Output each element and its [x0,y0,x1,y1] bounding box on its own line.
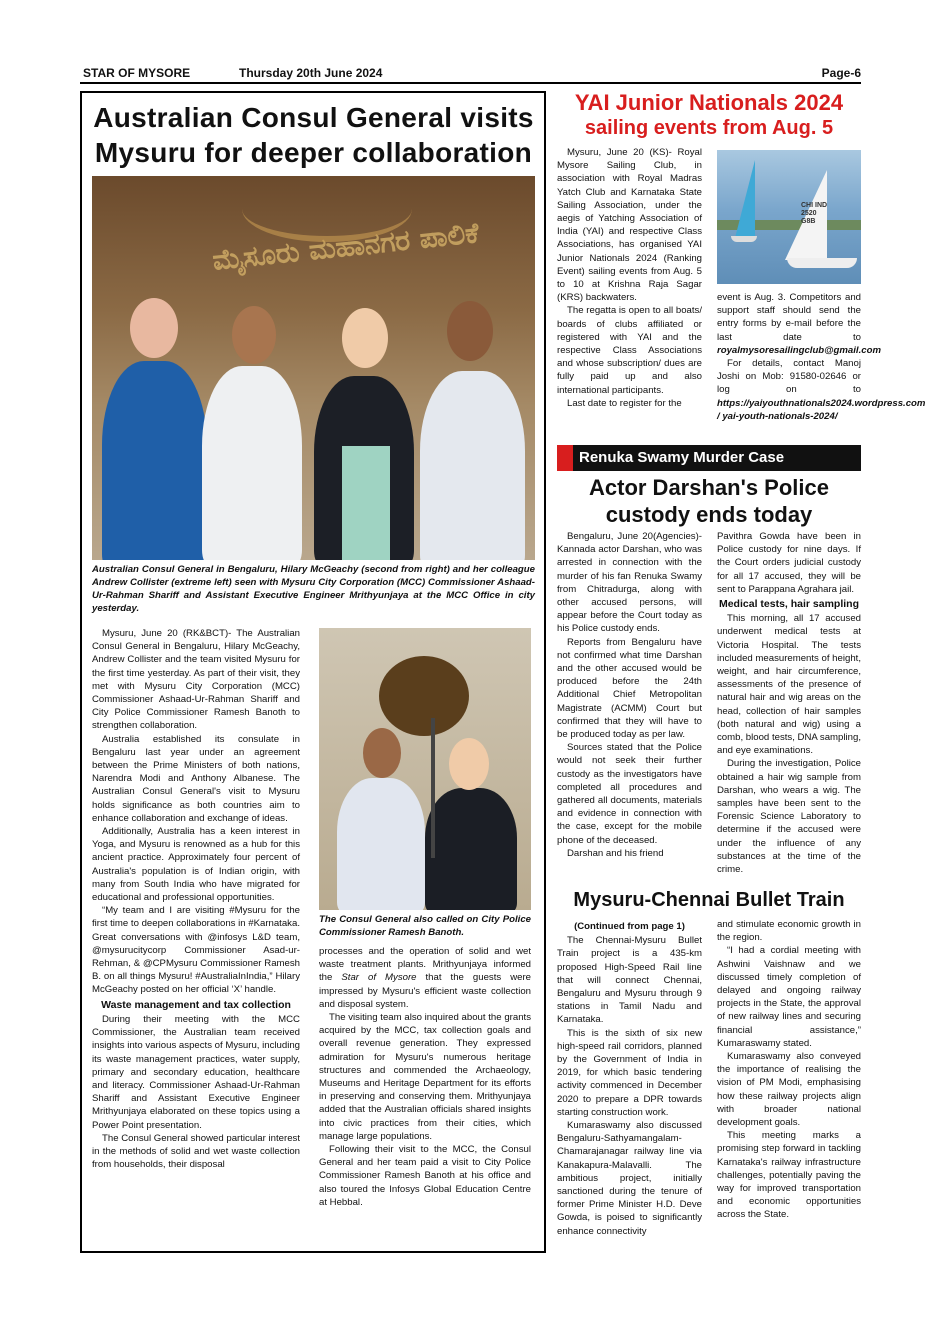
darshan-para: Sources stated that the Police would not seek their further custody as the investigators have completed all procedures and gathered all documents, materials and evidence in connection with the case, except for the mobile phone of the deceased. [557,742,702,846]
yai-para: Mysuru, June 20 (KS)- Royal Mysore Sailing Club, in association with Royal Madras Yatch Club and Karnataka State Sailing Association, under the aegis of Yatching Association of India (YAI) and respective Class Associations, has organised YAI Junior Nationals 2024 (Ranking Event) sailing events from Aug. 5 to 10 at Krishna Raja Sagar (KRS) backwaters. [557,147,702,304]
masthead-rule [80,82,861,84]
yai-para: The regatta is open to all boats/ boards of clubs affiliated or registered with YAI and the respective Class Associations and whose subscription/ dues are fully paid up and also international participants. [557,305,702,396]
person-commissioner [202,366,302,560]
lead-photo-caption: Australian Consul General in Bengaluru, Hilary McGeachy (second from right) and her colleague Andrew Collister (extreme left) seen with Mysuru City Corporation (MCC) Commissioner Ashaad-Ur-Rahman Shariff and Assistant Executive Engineer Mrithyunjaya at the MCC Office in city yesterday. [92,564,535,614]
train-para: The Chennai-Mysuru Bullet Train project is a 435-km proposed High-Speed Rail line that will connect Chennai, Bengaluru and Mysuru through 9 stations in Tamil Nadu and Karnataka. [557,935,702,1026]
train-para: This meeting marks a promising step forward in tackling Karnataka's railway infrastructure challenges, potentially paving the way for improved transportation and economic opportunities across the State. [717,1130,861,1221]
lead-para: Additionally, Australia has a keen interest in Yoga, and Mysuru is renowned as a hub for this ancient practice. Approximately four percent of Australia's population is of Indian origin, with many from South India who have migrated for educational and professional opportunities. [92,826,300,904]
lead-para: The Consul General showed particular interest in the methods of solid and wet waste collection from households, their disposal [92,1132,300,1171]
darshan-para: Pavithra Gowda have been in Police custody for nine days. If the Court orders judicial custody for all 17 accused, they will be sent to Parappana Agrahara jail. [717,531,861,595]
lead-para: Following their visit to the MCC, the Consul General and her team paid a visit to City Police Commissioner Ramesh Banoth at his office and also toured the Infosys Global Education Centre at Hebbal. [319,1144,531,1208]
train-para: Kumaraswamy also discussed Bengaluru-Sathyamangalam-Chamarajanagar railway line via Kanakapura-Malavalli. The ambitious project, initially sanctioned during the tenure of former Prime Minister H.D. Deve Gowda, is poised to significantly enhance connectivity [557,1120,702,1237]
yai-text: For details, contact Manoj Joshi on Mob: 91580-02646 or log on to [717,358,861,396]
lead-para: “My team and I are visiting #Mysuru for the first time to deepen collaborations in #Karnataka. Great conversations with @infosys L&D team, @mysurucitycorp Commissioner Asad-ur-Rehman, & @CPMysuru Commissioner Ramesh B. on all things Mysuru! #AustraliaInIndia,” Hilary McGeachy posted on her official ‘X’ handle. [92,905,300,996]
lead-photo-group [92,176,535,560]
darshan-body-col2 [717,530,861,876]
yai-body-col2 [717,291,926,423]
yai-headline-line2: sailing events from Aug. 5 [584,117,834,139]
police-photo-caption: The Consul General also called on City Police Commissioner Ramesh Banoth. [319,914,531,938]
lead-para: Australia established its consulate in Bengaluru last year under an agreement between the Prime Ministers of both nations, Narendra Modi and Anthony Albanese. The Australian Consul General's visit to Mysuru holds significance as both countries aim to enhance collaboration and exchange of ideas. [92,733,300,824]
lead-col2-text: processes and the operation of solid and wet waste treatment plants. Mrithyunjaya informed the [319,946,531,984]
yai-body-col1 [557,146,702,410]
yai-headline [556,90,862,140]
lead-col2-text: that the guests were impressed by Mysuru's efficient waste collection and disposal system. [319,972,531,1010]
person-engineer [420,371,525,560]
lead-body-col1 [92,627,300,1171]
police-emblem [379,656,469,736]
darshan-para: Reports from Bengaluru have not confirmed what time Darshan and the other accused would be produced before the 24th Additional Chief Metropolitan Magistrate (ACMM) Court but confirmed that they will have to be produced today as per law. [557,636,702,741]
person-andrew [102,361,207,560]
lead-para: The visiting team also inquired about the grants acquired by the MCC, tax collection goals and overall revenue generation. They expressed admiration for Mysuru's numerous heritage structures and commended the Archaeology, Museums and Heritage Department for its efforts in preserving and conserving them. Mrithyunjaya added that the Australian officials shared insights into civic practices from their cities, which manage large populations. [319,1012,531,1142]
train-para: Kumaraswamy also conveyed the importance of realising the vision of PM Modi, emphasising how these railway projects align with broader national development goals. [717,1051,861,1129]
masthead [83,64,861,84]
lead-headline-line2: Mysuru for deeper collaboration [94,137,533,168]
darshan-subhead: Medical tests, hair sampling [718,598,860,611]
police-photo [319,628,531,910]
darshan-headline [556,474,862,528]
yai-url: https://yaiyouthnationals2024.wordpress.com / yai-youth-nationals-2024/ [717,397,926,422]
darshan-headline-line2: custody ends today [605,502,813,527]
yai-email: royalmysoresailingclub@gmail.com [717,344,881,356]
section-tag-label: Renuka Swamy Murder Case [579,449,785,466]
darshan-body-col1 [557,530,702,860]
page-number: Page-6 [821,66,861,80]
continued-note: (Continued from page 1) [574,921,685,932]
yai-text: event is Aug. 3. Competitors and support staff should send the entry forms by e-mail before the last date to [717,292,861,343]
train-body-col2 [717,918,861,1222]
photo-wall-lettering: ಮೈಸೂರು ಮಹಾನಗರ ಪಾಲಿಕೆ [210,216,481,277]
section-tag [557,445,861,471]
darshan-para: Darshan and his friend [567,847,664,859]
lead-body-col2 [319,945,531,1209]
train-headline: Mysuru-Chennai Bullet Train [573,889,845,911]
darshan-para: Bengaluru, June 20(Agencies)- Kannada actor Darshan, who was arrested in connection with the murder of his fan Renuka Swamy from Chitradurga, along with other accused persons, will appear before the Court today as his Police custody ends. [557,531,702,635]
sail-numbers: CHI IND 2520 G8B [801,202,828,225]
sailing-photo [717,150,861,284]
yai-para: Last date to register for the [567,397,682,409]
train-para: “I had a cordial meeting with Ashwini Vaishnaw and we discussed timely completion of delayed and ongoing railway projects in the State, the approval of new railway lines and securing financial assistance,” Kumaraswamy stated. [717,945,861,1049]
darshan-headline-line1: Actor Darshan's Police [589,475,829,500]
paper-name: STAR OF MYSORE [83,66,191,80]
lead-headline-line1: Australian Consul General visits [93,102,534,133]
lead-headline [86,100,541,170]
lead-subhead: Waste management and tax collection [101,998,291,1011]
train-para: This is the sixth of six new high-speed rail corridors, planned by the Government of India in 2019, for which basic tendering activity commenced in December 2020 to prepare a DPR towards starting construction work. [557,1027,702,1118]
train-para: and stimulate economic growth in the region. [717,919,861,944]
lead-para: Mysuru, June 20 (RK&BCT)- The Australian Consul General in Bengaluru, Hilary McGeachy, Andrew Collister and the team visited Mysuru for the first time yesterday. As part of their visit, they met with Mysuru City Corporation (MCC) Commissioner Ashaad-Ur-Rahman Shariff and City Police Commissioner Ramesh Banoth to strengthen collaboration. [92,628,300,732]
darshan-para: This morning, all 17 accused underwent medical tests at Victoria Hospital. The tests included measurements of height, weight, and hair circumference, assessments of the presence of natural hair and wig areas on the head, collection of hair samples (both natural and wig) using a comb, blood tests, DNA sampling, and eye examinations. [717,613,861,757]
issue-date: Thursday 20th June 2024 [239,66,383,80]
yai-headline-line1: YAI Junior Nationals 2024 [574,90,844,115]
lead-col2-paper-name: Star of Mysore [341,972,417,984]
lead-para: During their meeting with the MCC Commissioner, the Australian team received insights into various aspects of Mysuru, including its waste management practices, water supply, primary and secondary education, healthcare and literacy. Commissioner Ashaad-Ur-Rahman Shariff and Assistant Executive Engineer Mrithyunjaya elaborated on these topics using a Power Point presentation. [92,1013,300,1131]
darshan-para: During the investigation, Police obtained a hair wig sample from Darshan, who wears a wig. The samples have been sent to the Forensic Science Laboratory to determine if the accused were under the influence of any substances at the time of the crime. [717,758,861,876]
train-body-col1 [557,918,702,1238]
